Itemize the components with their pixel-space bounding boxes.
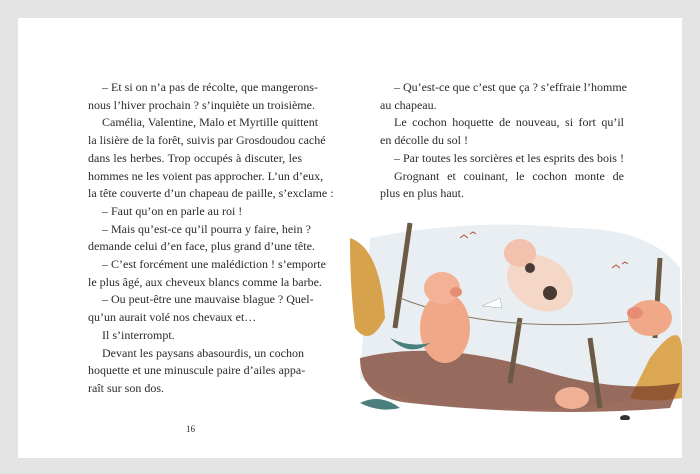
- text-line: – Et si on n’a pas de récolte, que mangerons-: [102, 80, 318, 94]
- text-line: dans les herbes. Trop occupés à discuter, les: [88, 150, 302, 165]
- text-line: la lisière de la forêt, suivis par Grosdoudou caché: [88, 133, 326, 148]
- text-line: nous l’hiver prochain ? s’inquiète un troisième.: [88, 97, 315, 112]
- text-line: raît sur son dos.: [88, 380, 164, 395]
- pig-bottom: [555, 387, 589, 409]
- text-line: – Faut qu’on en parle au roi !: [102, 203, 243, 218]
- text-line: Le cochon hoquette de nouveau, si fort qu’il: [394, 115, 624, 130]
- leaf: [360, 399, 400, 410]
- text-line: – Mais qu’est-ce qu’il pourra y faire, hein ?: [102, 221, 311, 236]
- text-line: Il s’interrompt.: [102, 327, 175, 342]
- right-page-text: [380, 79, 627, 203]
- text-line: en décolle du sol !: [380, 133, 468, 148]
- text-line: – C’est forcément une malédiction ! s’emporte: [102, 257, 326, 272]
- text-line: Devant les paysans abasourdis, un cochon: [102, 345, 304, 360]
- text-line: – Qu’est-ce que c’est que ça ? s’effraie l’homme: [394, 80, 627, 94]
- text-line: – Par toutes les sorcières et les esprits des bois !: [394, 150, 624, 165]
- text-line: hommes ne les voient pas approcher. L’un d’eux,: [88, 168, 324, 183]
- text-line: plus en plus haut.: [380, 186, 464, 201]
- text-line: Camélia, Valentine, Malo et Myrtille quittent: [102, 115, 319, 130]
- text-line: le plus âgé, aux cheveux blancs comme la barbe.: [88, 274, 322, 289]
- text-line: – Ou peut-être une mauvaise blague ? Quel-: [102, 292, 314, 307]
- text-line: Grognant et couinant, le cochon monte de: [394, 168, 624, 183]
- text-line: la tête couverte d’un chapeau de paille, s’exclame :: [88, 186, 334, 201]
- pigs-illustration: [350, 208, 682, 420]
- text-line: qu’un aurait volé nos chevaux et…: [88, 310, 257, 325]
- text-line: hoquette et une minuscule paire d’ailes appa-: [88, 363, 306, 378]
- text-line: au chapeau.: [380, 97, 437, 112]
- page-number: 16: [186, 424, 195, 434]
- text-line: demande celui d’en face, plus grand d’une tête.: [88, 239, 315, 254]
- book-spread: [18, 18, 682, 458]
- stone: [620, 415, 630, 420]
- left-page-text: [88, 79, 334, 398]
